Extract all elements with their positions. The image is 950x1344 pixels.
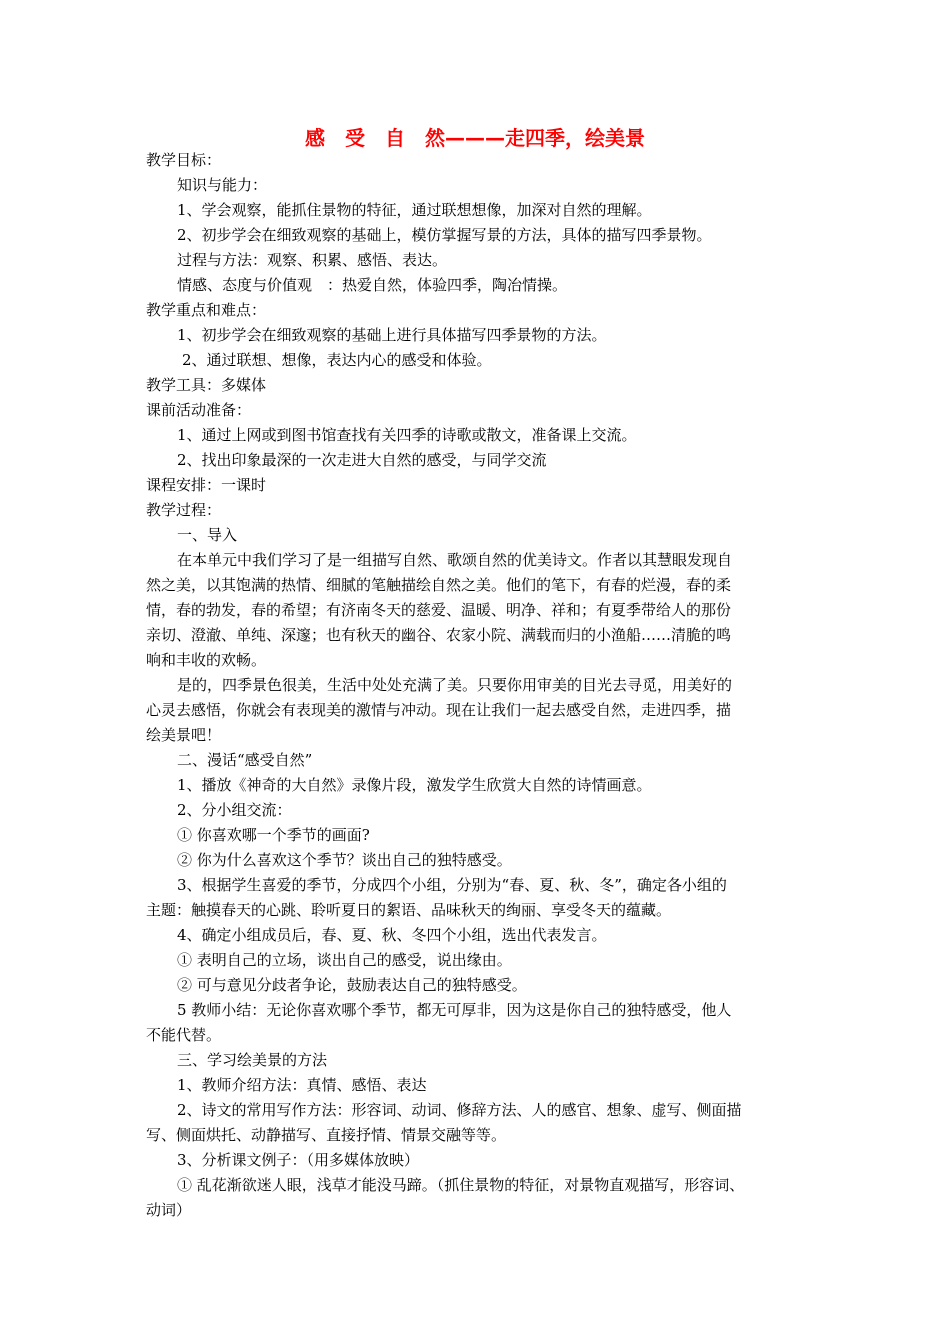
paragraph-line: 在本单元中我们学习了是一组描写自然、歌颂自然的优美诗文。作者以其慧眼发现自 — [177, 551, 733, 569]
paragraph-line: 不能代替。 — [146, 1026, 222, 1044]
subheading: 二、漫话“感受自然” — [177, 751, 313, 769]
list-item: 2、诗文的常用写作方法：形容词、动词、修辞方法、人的感官、想象、虚写、侧面描 — [177, 1101, 742, 1119]
paragraph-line: 情感、态度与价值观 ：热爱自然，体验四季，陶冶情操。 — [177, 276, 568, 294]
paragraph-line: 动词） — [146, 1201, 192, 1219]
list-item: 1、学会观察，能抓住景物的特征，通过联想想像，加深对自然的理解。 — [177, 201, 652, 219]
paragraph-line: 响和丰收的欢畅。 — [146, 651, 267, 669]
document-title: 感 受 自 然———走四季，绘美景 — [305, 126, 645, 150]
paragraph-line: 是的，四季景色很美，生活中处处充满了美。只要你用审美的目光去寻觅，用美好的 — [177, 676, 733, 694]
paragraph-line: 然之美，以其饱满的热情、细腻的笔触描绘自然之美。他们的笔下，有春的烂漫，春的柔 — [146, 576, 732, 594]
list-item: ② 可与意见分歧者争论，鼓励表达自己的独特感受。 — [177, 976, 527, 994]
section-heading: 教学过程： — [146, 501, 222, 519]
list-item: 5 教师小结：无论你喜欢哪个季节，都无可厚非，因为这是你自己的独特感受，他人 — [177, 1001, 732, 1019]
list-item: 3、根据学生喜爱的季节，分成四个小组，分别为“春、夏、秋、冬”，确定各小组的 — [177, 876, 727, 894]
list-item: ② 你为什么喜欢这个季节？谈出自己的独特感受。 — [177, 851, 512, 869]
section-heading: 课程安排：一课时 — [146, 476, 267, 494]
list-item: 4、确定小组成员后，春、夏、秋、冬四个小组，选出代表发言。 — [177, 926, 607, 944]
list-item: 1、播放《神奇的大自然》录像片段，激发学生欣赏大自然的诗情画意。 — [177, 776, 652, 794]
list-item: 2、通过联想、想像，表达内心的感受和体验。 — [182, 351, 492, 369]
paragraph-line: 心灵去感悟，你就会有表现美的激情与冲动。现在让我们一起去感受自然，走进四季，描 — [146, 701, 732, 719]
list-item: 2、分小组交流： — [177, 801, 292, 819]
section-heading: 教学目标： — [146, 151, 222, 169]
section-heading: 教学工具：多媒体 — [146, 376, 267, 394]
paragraph-line: 绘美景吧！ — [146, 726, 222, 744]
section-heading: 教学重点和难点： — [146, 301, 267, 319]
subheading: 一、导入 — [177, 526, 238, 544]
list-item: 2、初步学会在细致观察的基础上，模仿掌握写景的方法，具体的描写四季景物。 — [177, 226, 712, 244]
subheading: 知识与能力： — [177, 176, 268, 194]
list-item: ① 乱花渐欲迷人眼，浅草才能没马蹄。（抓住景物的特征，对景物直观描写，形容词、 — [177, 1176, 745, 1194]
list-item: 1、初步学会在细致观察的基础上进行具体描写四季景物的方法。 — [177, 326, 607, 344]
paragraph-line: 主题：触摸春天的心跳、聆听夏日的絮语、品味秋天的绚丽、享受冬天的蕴藏。 — [146, 901, 672, 919]
paragraph-line: 亲切、澄澈、单纯、深邃；也有秋天的幽谷、农家小院、满载而归的小渔船……清脆的鸣 — [146, 626, 732, 644]
list-item: ① 你喜欢哪一个季节的画面? — [177, 826, 370, 844]
list-item: 1、教师介绍方法：真情、感悟、表达 — [177, 1076, 427, 1094]
list-item: 2、找出印象最深的一次走进大自然的感受，与同学交流 — [177, 451, 547, 469]
paragraph-line: 情，春的勃发，春的希望；有济南冬天的慈爱、温暖、明净、祥和；有夏季带给人的那份 — [146, 601, 732, 619]
list-item: ① 表明自己的立场，谈出自己的感受，说出缘由。 — [177, 951, 512, 969]
list-item: 1、通过上网或到图书馆查找有关四季的诗歌或散文，准备课上交流。 — [177, 426, 637, 444]
section-heading: 课前活动准备： — [146, 401, 252, 419]
paragraph-line: 写、侧面烘托、动静描写、直接抒情、情景交融等等。 — [146, 1126, 507, 1144]
subheading: 三、学习绘美景的方法 — [177, 1051, 328, 1069]
list-item: 3、分析课文例子：（用多媒体放映） — [177, 1151, 420, 1169]
paragraph-line: 过程与方法：观察、积累、感悟、表达。 — [177, 251, 448, 269]
